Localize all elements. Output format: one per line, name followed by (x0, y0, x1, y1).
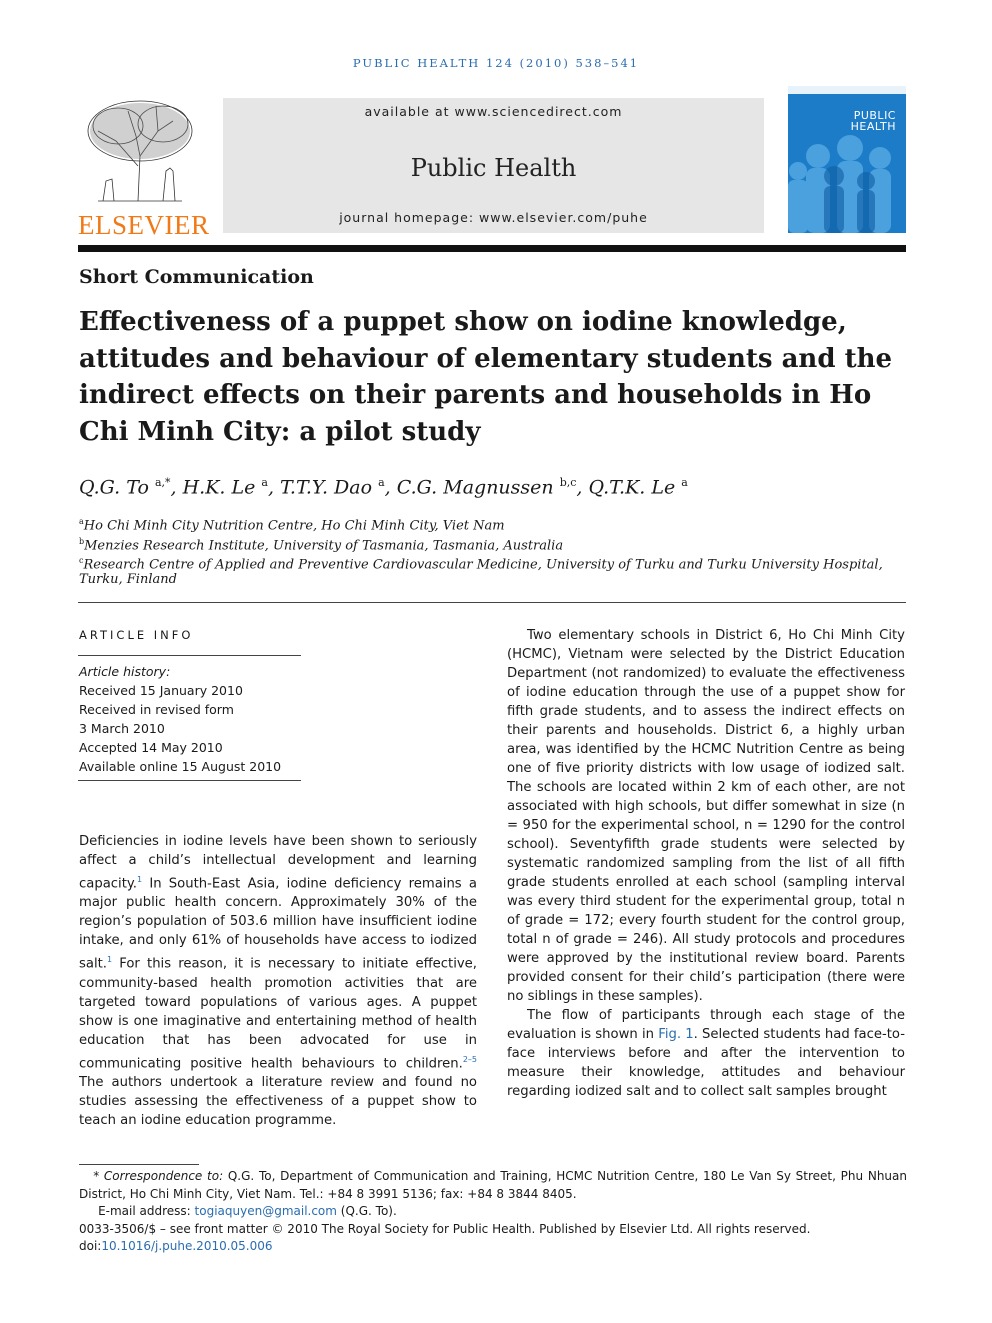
elsevier-wordmark: ELSEVIER (78, 210, 210, 240)
correspondence-footnote: * Correspondence to: Q.G. To, Department of Communication and Training, HCMC Nutrition Centre, 180 Le Van Sy Street, Phu Nhuan District, Ho Chi Minh City, Viet Nam. Tel.: +84 8 3991 5136; fax: +84 8 3844 8405. (79, 1169, 908, 1201)
author-list: Q.G. To $^{a,*}$, H.K. Le $^a$, T.T.Y. Dao $^a$, C.G. Magnussen $^{b,c}$, Q.T.K. Le $^a$ (79, 476, 688, 499)
history-line: Received 15 January 2010 (79, 683, 243, 698)
cover-title (851, 110, 896, 132)
affiliation-text: Turku, Finland (79, 572, 177, 587)
journal-homepage-line[interactable]: journal homepage: www.elsevier.com/puhe (339, 210, 648, 225)
footnotes (79, 1168, 907, 1256)
doi-link[interactable]: 10.1016/j.puhe.2010.05.006 (101, 1239, 273, 1253)
body-paragraph: Deficiencies in iodine levels have been shown to seriously affect a child’s intellectual development and learning capacity.$^1$ In South-East Asia, iodine deficiency remains a major public health concern. Approximately 30% of the region’s population of 503.6 million have insufficient iodine intake, and only 61% of households have access to iodized salt.$^1$ For this reason, it is necessary to initiate effective, community-based health promotion activities that are targeted toward populations of various ages. A puppet show is one imaginative and entertaining method of health education that has been advocated for use in communicating positive health behaviours to children.$^{2-5}$ The authors undertook a literature review and found no studies assessing the effectiveness of a puppet show to teach an iodine education programme. (79, 834, 477, 1129)
author-name: Q.T.K. Le (588, 476, 676, 499)
header-rule (78, 245, 906, 252)
author-name: C.G. Magnussen (396, 476, 554, 499)
footnote-rule (79, 1164, 199, 1165)
article-history (79, 662, 281, 776)
cover-title-line1: PUBLIC (853, 109, 896, 122)
email-link[interactable]: togiaquyen@gmail.com (194, 1204, 337, 1218)
email-footnote: E-mail address: togiaquyen@gmail.com (Q.G. To). (98, 1204, 397, 1218)
author-affil-mark[interactable]: a (378, 476, 385, 489)
history-line: Accepted 14 May 2010 (79, 740, 223, 755)
body-column-right (507, 626, 905, 1101)
article-info-rule-bottom (78, 780, 301, 781)
article-title: Effectiveness of a puppet show on iodine knowledge, attitudes and behaviour of elementary students and the indirect effects on their parents and households in Ho Chi Minh City: a pilot study (79, 307, 893, 447)
affiliation-text: Ho Chi Minh City Nutrition Centre, Ho Chi Minh City, Viet Nam (83, 518, 505, 534)
available-at-line[interactable]: available at www.sciencedirect.com (364, 104, 623, 119)
author-name: Q.G. To (79, 476, 149, 499)
author-affil-mark[interactable]: a (681, 476, 688, 489)
history-line: Received in revised form (79, 702, 234, 717)
affiliation-rule (78, 602, 906, 603)
article-info-rule (78, 655, 301, 656)
body-paragraph: Two elementary schools in District 6, Ho Chi Minh City (HCMC), Vietnam were selected by the District Education Department (not randomized) to evaluate the effectiveness of iodine education through the use of a puppet show for fifth grade students, and to assess the indirect effects on their parents and households. District 6, a highly urban area, was identified by the HCMC Nutrition Centre as being one of five priority districts with low usage of iodized salt. The schools are located within 2 km of each other, are not associated with high schools, but differ somewhat in size (n = 950 for the experimental school, n = 1290 for the control school). Seventyfifth grade students were selected by systematic randomized sampling from the list of all fifth grade students enrolled at each school (sampling interval was every third student for the experimental group, total n of grade = 172; every fourth student for the control group, total n of grade = 246). All study protocols and procedures were approved by the institutional review board. Parents provided consent for their child’s participation (there were no siblings in these samples). (507, 628, 905, 1004)
affiliation-text: Research Centre of Applied and Preventive Cardiovascular Medicine, University of Turku and Turku University Hospital, (83, 557, 883, 573)
reference-link[interactable]: 2–5 (462, 1054, 477, 1064)
article-history-label: Article history: (79, 664, 171, 679)
figure-link[interactable]: Fig. 1 (658, 1027, 694, 1042)
reference-link[interactable]: 1 (106, 955, 113, 965)
cover-title-line2: HEALTH (850, 120, 896, 133)
running-head: PUBLIC HEALTH 124 (2010) 538–541 (352, 56, 640, 70)
author-affil-mark[interactable]: b,c (559, 476, 577, 489)
journal-name: Public Health (410, 154, 577, 182)
article-info-heading: ARTICLE INFO (79, 628, 194, 642)
author-affil-mark[interactable]: a (261, 476, 268, 489)
reference-link[interactable]: 1 (136, 875, 143, 884)
author-affil-mark[interactable]: a,* (154, 476, 171, 489)
affiliation-mark: c (79, 556, 84, 565)
affiliation-mark: b (79, 537, 85, 546)
author-name: T.T.Y. Dao (280, 476, 373, 499)
copyright-line: 0033-3506/$ – see front matter © 2010 The Royal Society for Public Health. Published by Elsevier Ltd. All rights reserved. (79, 1221, 811, 1236)
affiliation (79, 551, 883, 575)
history-line: Available online 15 August 2010 (79, 759, 282, 774)
body-paragraph: The flow of participants through each stage of the evaluation is shown in Fig. 1. Selected students had face-to-face interviews before and after the intervention to measure their knowledge, attitudes and behaviour regarding iodized salt and to collect salt samples brought (507, 1008, 905, 1099)
journal-cover-thumbnail (788, 86, 906, 233)
article-type: Short Communication (79, 266, 314, 288)
affiliation-text: Menzies Research Institute, University of Tasmania, Tasmania, Australia (84, 538, 564, 554)
author-name: H.K. Le (182, 476, 256, 499)
history-line: 3 March 2010 (79, 721, 165, 736)
affiliation-continued (79, 570, 177, 590)
body-column-left (79, 832, 477, 1130)
doi-line: doi:10.1016/j.puhe.2010.05.006 (79, 1239, 273, 1253)
affiliation-mark: a (79, 517, 84, 526)
